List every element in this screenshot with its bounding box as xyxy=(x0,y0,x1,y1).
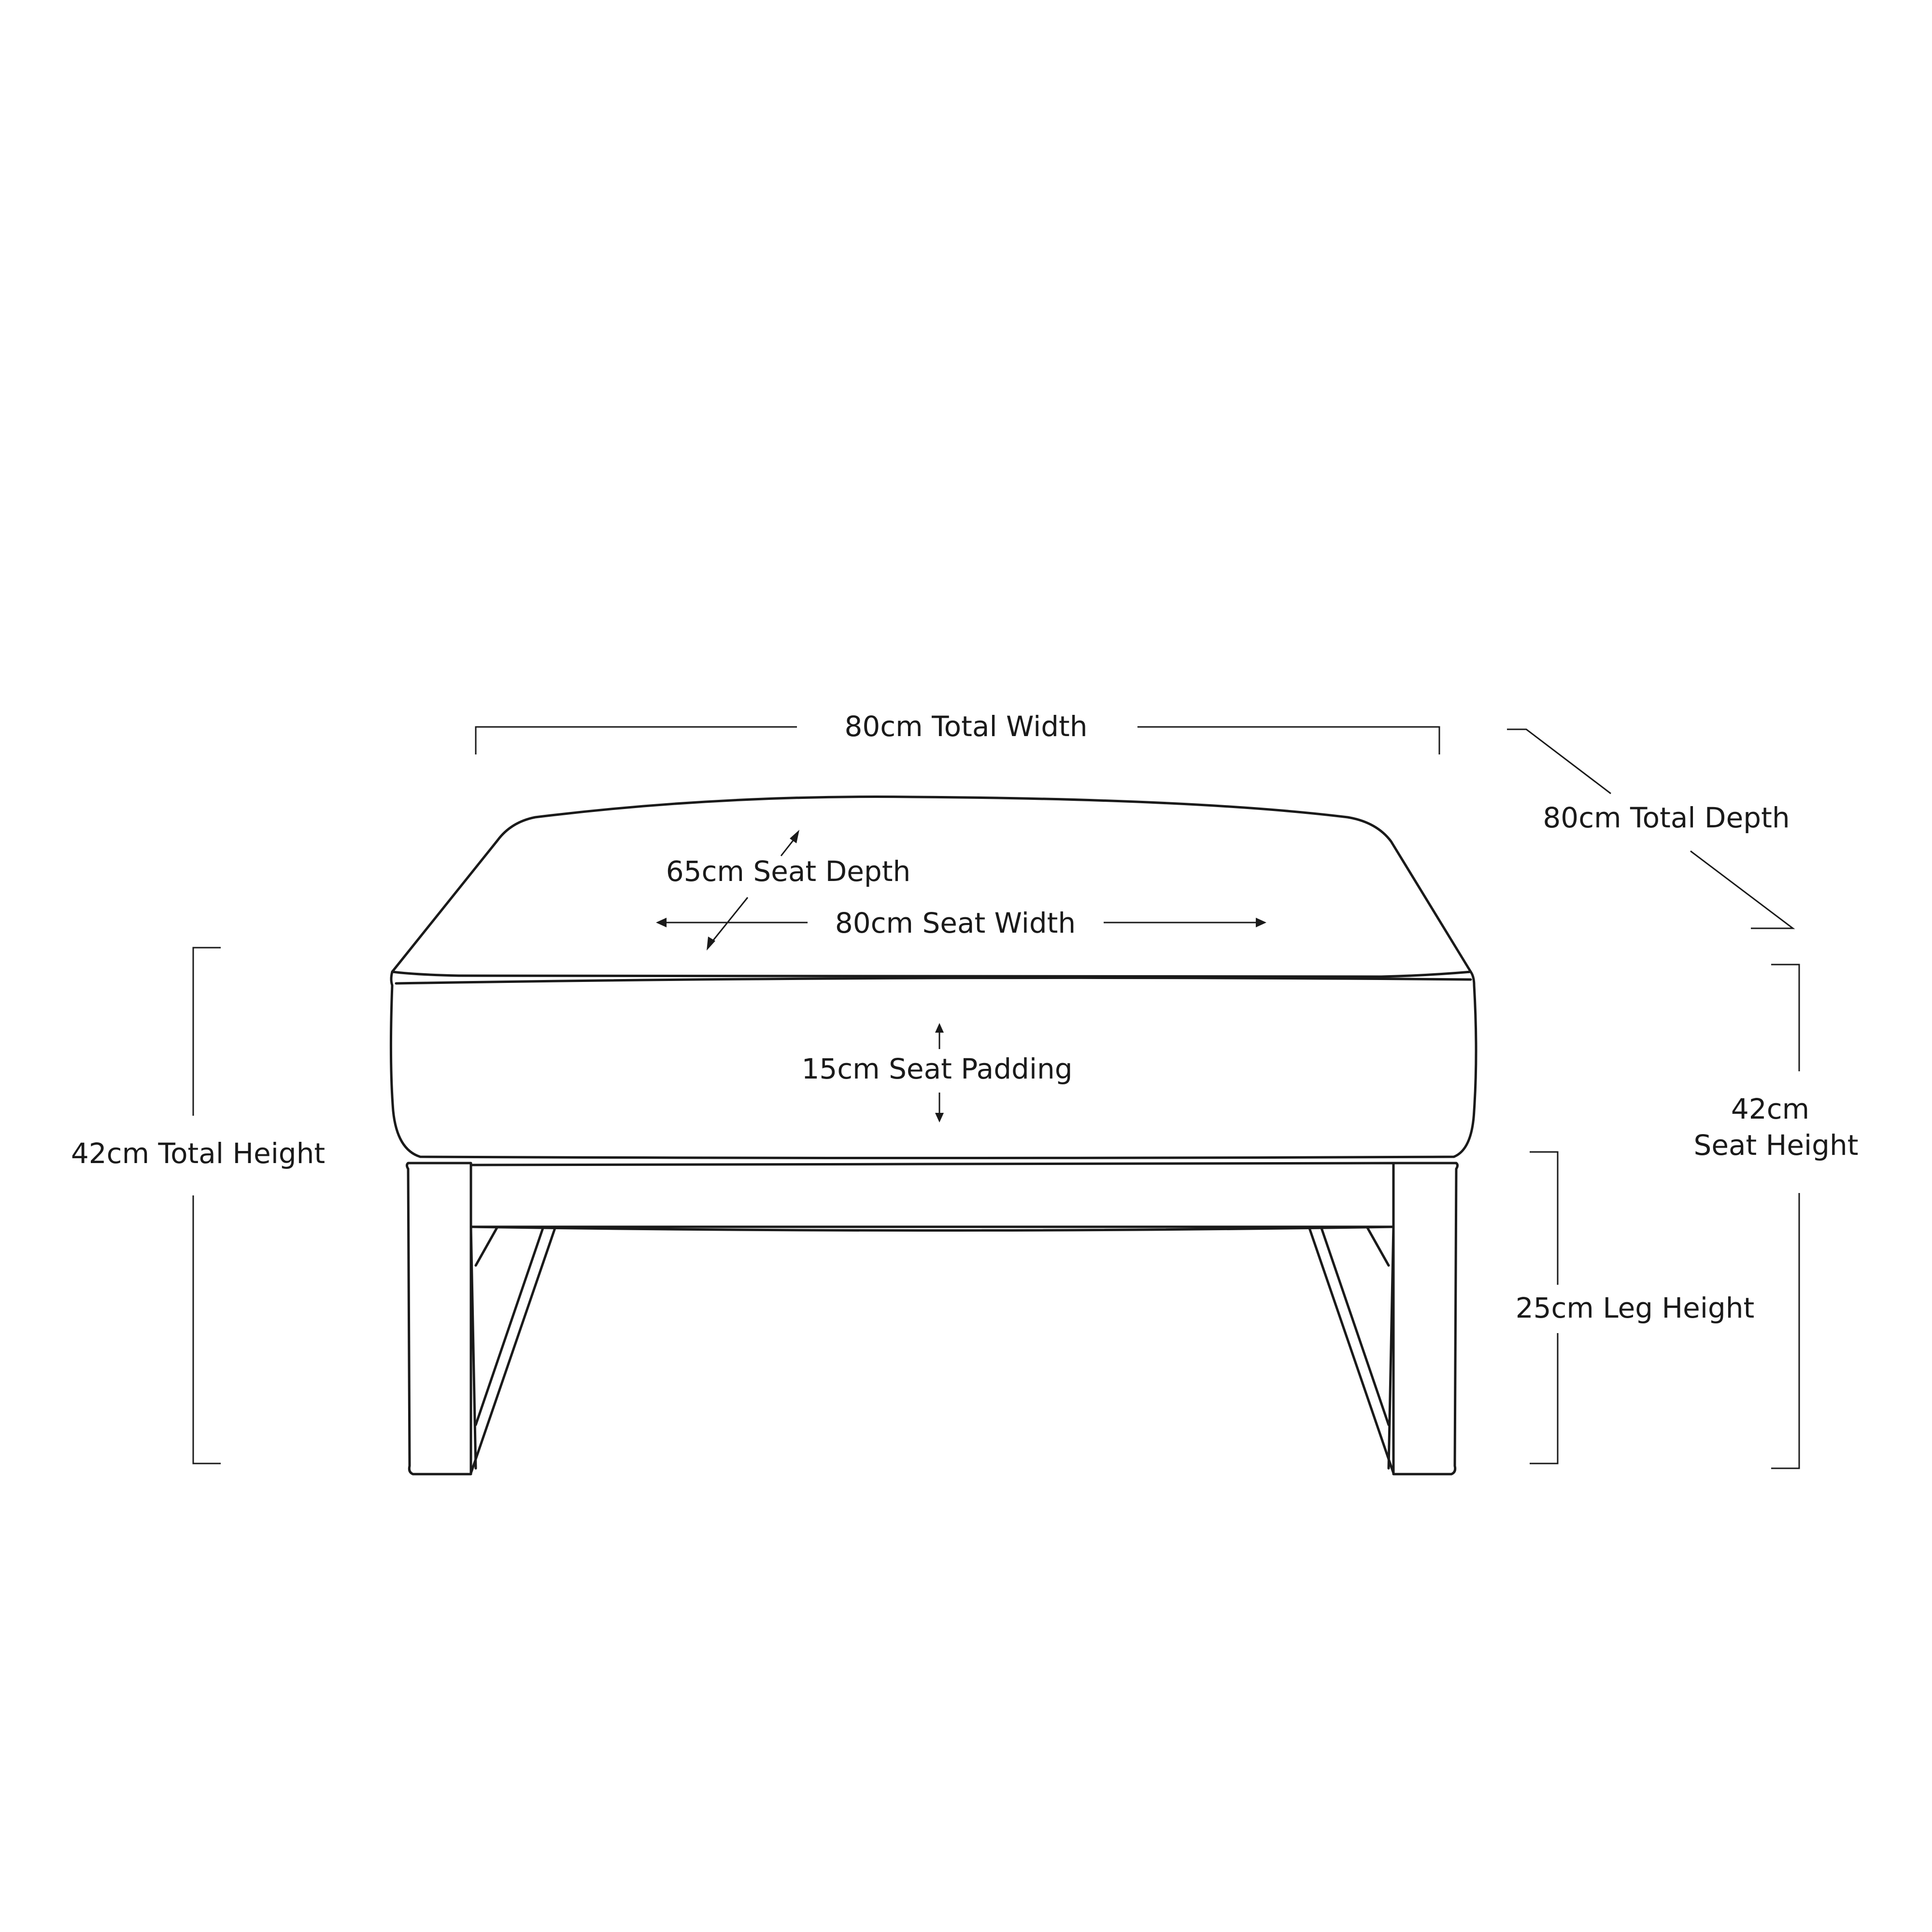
right-leg-outline xyxy=(1393,1163,1458,1474)
seat-width-arrowhead-right xyxy=(1256,918,1266,927)
total-width-dimension xyxy=(476,710,1439,754)
seat-height-dimension xyxy=(1694,965,1859,1468)
total-depth-dimension xyxy=(1507,729,1793,928)
total-width-label: 80cm Total Width xyxy=(844,710,1088,743)
leg-height-line-upper xyxy=(1530,1152,1558,1285)
leg-height-line-lower xyxy=(1530,1333,1558,1463)
seat-height-line-upper xyxy=(1771,965,1799,1071)
seat-height-label: Seat Height xyxy=(1693,1129,1859,1162)
ottoman-drawing xyxy=(391,797,1476,1474)
left-leg-outline xyxy=(407,1163,471,1474)
cushion-top-outline xyxy=(392,797,1471,972)
total-height-line-lower xyxy=(193,1195,221,1463)
total-height-label: 42cm Total Height xyxy=(71,1137,326,1170)
total-depth-line-bottom xyxy=(1690,851,1793,928)
seat-width-arrowhead-left xyxy=(656,918,667,927)
right-leg-diagonal-inner xyxy=(1321,1227,1389,1425)
total-depth-label: 80cm Total Depth xyxy=(1543,801,1790,835)
right-leg-diagonal-outer xyxy=(1309,1227,1393,1473)
total-height-line-upper xyxy=(193,948,221,1116)
seat-height-line-lower xyxy=(1771,1193,1799,1468)
seat-padding-arrowhead-down xyxy=(935,1113,944,1122)
cushion-seam-line xyxy=(396,978,1471,983)
seat-depth-label: 65cm Seat Depth xyxy=(666,855,911,888)
total-width-line-right xyxy=(1137,727,1439,754)
seat-padding-arrowhead-up xyxy=(935,1023,944,1033)
base-rail-outline xyxy=(471,1163,1393,1227)
left-leg-brace xyxy=(476,1227,497,1265)
left-leg-diagonal-inner xyxy=(476,1227,543,1425)
leg-height-label: 25cm Leg Height xyxy=(1515,1292,1755,1325)
right-leg-brace xyxy=(1367,1227,1389,1265)
total-width-line-left xyxy=(476,727,797,754)
total-depth-line-top xyxy=(1507,729,1611,794)
seat-width-label: 80cm Seat Width xyxy=(835,907,1076,940)
left-leg-diagonal-outer xyxy=(471,1227,555,1473)
leg-height-dimension xyxy=(1516,1152,1755,1463)
seat-height-value: 42cm xyxy=(1731,1093,1810,1126)
seat-depth-arrow-lower xyxy=(710,897,748,944)
seat-width-dimension xyxy=(656,907,1266,939)
seat-padding-dimension xyxy=(801,1023,1072,1122)
seat-depth-arrowhead-up xyxy=(790,830,799,843)
seat-padding-label: 15cm Seat Padding xyxy=(801,1052,1073,1086)
total-height-dimension xyxy=(71,948,325,1463)
